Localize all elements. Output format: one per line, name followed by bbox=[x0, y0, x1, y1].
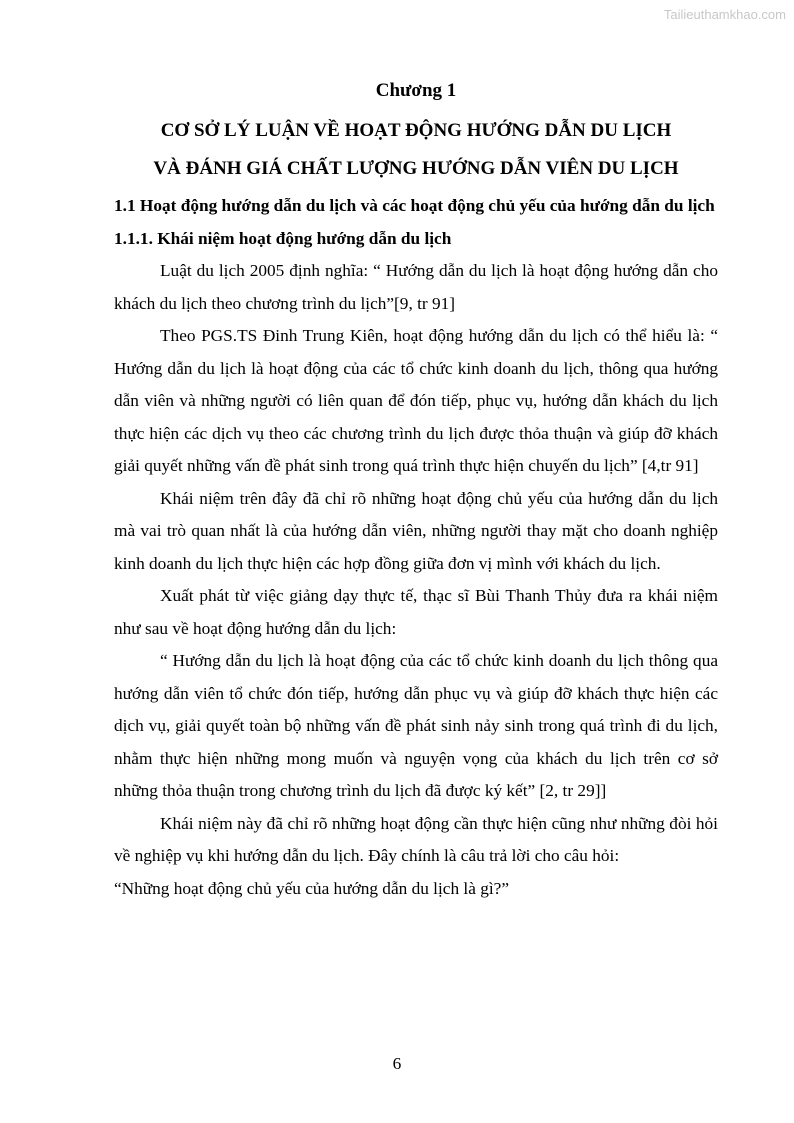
page-content bbox=[114, 76, 718, 905]
page-number: 6 bbox=[392, 1054, 402, 1073]
paragraph: Xuất phát từ việc giảng dạy thực tế, thạc sĩ Bùi Thanh Thủy đưa ra khái niệm như sau về hoạt động hướng dẫn du lịch: bbox=[114, 586, 718, 638]
chapter-title bbox=[114, 112, 718, 188]
chapter-title-line: VÀ ĐÁNH GIÁ CHẤT LƯỢNG HƯỚNG DẪN VIÊN DU LỊCH bbox=[153, 158, 679, 179]
paragraph: Luật du lịch 2005 định nghĩa: “ Hướng dẫn du lịch là hoạt động hướng dẫn cho khách du lịch theo chương trình du lịch”[9, tr 91] bbox=[114, 261, 718, 313]
question-paragraph: “Những hoạt động chủ yếu của hướng dẫn du lịch là gì?” bbox=[114, 878, 509, 898]
watermark: Tailieuthamkhao.com bbox=[663, 7, 786, 22]
chapter-title-line: CƠ SỞ LÝ LUẬN VỀ HOẠT ĐỘNG HƯỚNG DẪN DU LỊCH bbox=[160, 120, 672, 141]
paragraph: Khái niệm này đã chỉ rõ những hoạt động cần thực hiện cũng như những đòi hỏi về nghiệp vụ khi hướng dẫn du lịch. Đây chính là câu trả lời cho câu hỏi: bbox=[114, 813, 718, 865]
chapter-heading: Chương 1 bbox=[375, 80, 457, 101]
paragraph: Theo PGS.TS Đinh Trung Kiên, hoạt động hướng dẫn du lịch có thể hiểu là: “ Hướng dẫn du lịch là hoạt động của các tổ chức kinh doanh du lịch, thông qua hướng dẫn viên và những người có liên quan để đón tiếp, phục vụ, hướng dẫn khách du lịch thực hiện các dịch vụ theo các chương trình du lịch được thỏa thuận và giúp đỡ khách giải quyết những vấn đề phát sinh trong quá trình thực hiện chuyến du lịch” [4,tr 91] bbox=[114, 326, 718, 475]
subsection-heading: 1.1.1. Khái niệm hoạt động hướng dẫn du lịch bbox=[114, 228, 452, 248]
quote-paragraph: “ Hướng dẫn du lịch là hoạt động của các tổ chức kinh doanh du lịch thông qua hướng dẫn viên tổ chức đón tiếp, hướng dẫn phục vụ và giúp đỡ khách thực hiện các dịch vụ, giải quyết toàn bộ những vấn đề phát sinh nảy sinh trong quá trình đi du lịch, nhằm thực hiện những mong muốn và nguyện vọng của khách du lịch trên cơ sở những thỏa thuận trong chương trình du lịch đã được ký kết” [2, tr 29]] bbox=[114, 651, 718, 800]
paragraph: Khái niệm trên đây đã chỉ rõ những hoạt động chủ yếu của hướng dẫn du lịch mà vai trò quan nhất là của hướng dẫn viên, những người thay mặt cho doanh nghiệp kinh doanh du lịch thực hiện các hợp đồng giữa đơn vị mình với khách du lịch. bbox=[114, 488, 718, 573]
section-heading: 1.1 Hoạt động hướng dẫn du lịch và các hoạt động chủ yếu của hướng dẫn du lịch bbox=[114, 196, 715, 215]
